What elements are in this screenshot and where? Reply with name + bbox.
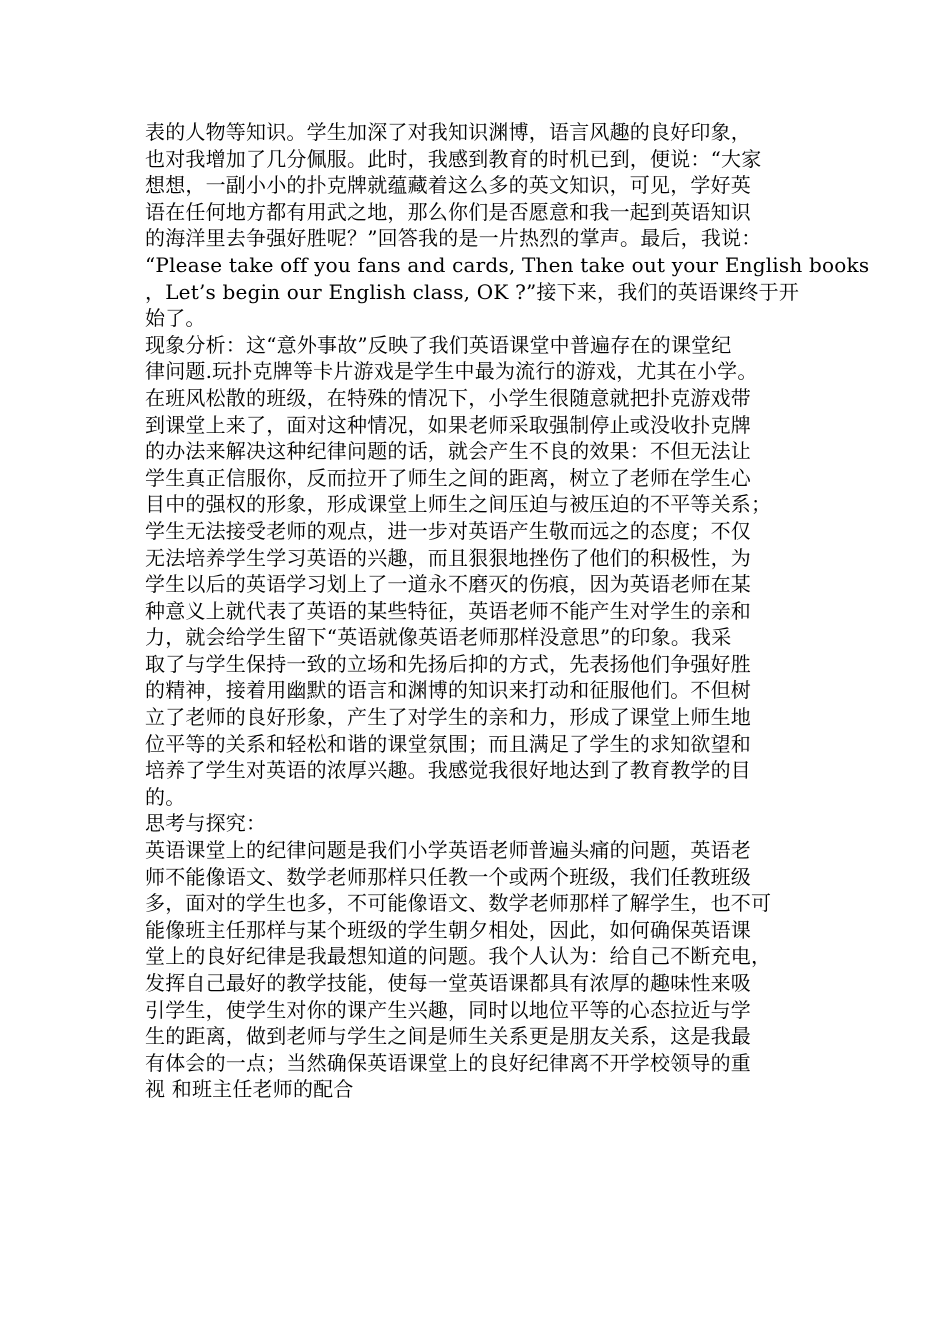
text-line: 的海洋里去争强好胜呢？”回答我的是一片热烈的掌声。最后，我说： — [145, 226, 762, 251]
text-line: 学生无法接受老师的观点，进一步对英语产生敬而远之的态度；不仅 — [145, 518, 751, 543]
text-line: 堂上的良好纪律是我最想知道的问题。我个人认为：给自己不断充电， — [145, 944, 772, 969]
text-line: 在班风松散的班级，在特殊的情况下，小学生很随意就把扑克游戏带 — [145, 385, 751, 410]
text-line: 学生以后的英语学习划上了一道永不磨灭的伤痕，因为英语老师在某 — [145, 572, 751, 597]
section-heading-reflection: 思考与探究： — [145, 811, 267, 836]
text-line: 位平等的关系和轻松和谐的课堂氛围；而且满足了学生的求知欲望和 — [145, 731, 751, 756]
text-line: 取了与学生保持一致的立场和先扬后抑的方式，先表扬他们争强好胜 — [145, 651, 751, 676]
body-text — [145, 119, 870, 1103]
text-line: 的。 — [145, 784, 186, 809]
text-line: 培养了学生对英语的浓厚兴趣。我感觉我很好地达到了教育教学的目 — [145, 758, 751, 783]
text-line: 学生真正信服你，反而拉开了师生之间的距离，树立了老师在学生心 — [145, 465, 751, 490]
text-line: 多，面对的学生也多，不可能像语文、数学老师那样了解学生，也不可 — [145, 891, 772, 916]
text-line: 律问题.玩扑克牌等卡片游戏是学生中最为流行的游戏，尤其在小学。 — [145, 359, 758, 384]
text-line: 目中的强权的形象，形成课堂上师生之间压迫与被压迫的不平等关系； — [145, 492, 772, 517]
text-line: 无法培养学生学习英语的兴趣，而且狠狠地挫伤了他们的积极性，为 — [145, 545, 751, 570]
text-line: 能像班主任那样与某个班级的学生朝夕相处，因此，如何确保英语课 — [145, 917, 751, 942]
text-line: 有体会的一点；当然确保英语课堂上的良好纪律离不开学校领导的重 — [145, 1050, 751, 1075]
text-line: 师不能像语文、数学老师那样只任教一个或两个班级，我们任教班级 — [145, 864, 751, 889]
text-line: 引学生，使学生对你的课产生兴趣，同时以地位平等的心态拉近与学 — [145, 997, 751, 1022]
text-line: 视 和班主任老师的配合 — [145, 1077, 354, 1102]
text-line: 语在任何地方都有用武之地，那么你们是否愿意和我一起到英语知识 — [145, 199, 751, 224]
text-line: 立了老师的良好形象，产生了对学生的亲和力，形成了课堂上师生地 — [145, 705, 751, 730]
text-line: 表的人物等知识。学生加深了对我知识渊博，语言风趣的良好印象， — [145, 120, 751, 144]
section-heading-analysis: 现象分析：这“意外事故”反映了我们英语课堂中普遍存在的课堂纪 — [145, 332, 732, 357]
text-line: ，Let’s begin our English class, OK ?”接下来，我们的英语课终于开 — [145, 279, 800, 304]
text-line: 始了。 — [145, 306, 206, 331]
text-line: 生的距离，做到老师与学生之间是师生关系更是朋友关系，这是我最 — [145, 1024, 751, 1049]
text-line: 种意义上就代表了英语的某些特征，英语老师不能产生对学生的亲和 — [145, 598, 751, 623]
text-line: 也对我增加了几分佩服。此时，我感到教育的时机已到，便说：“大家 — [145, 146, 762, 171]
text-line: 发挥自己最好的教学技能，使每一堂英语课都具有浓厚的趣味性来吸 — [145, 971, 751, 995]
text-line: 想想，一副小小的扑克牌就蕴藏着这么多的英文知识，可见，学好英 — [145, 173, 751, 198]
text-line: 的精神，接着用幽默的语言和渊博的知识来打动和征服他们。不但树 — [145, 678, 751, 703]
text-line: 的办法来解决这种纪律问题的话，就会产生不良的效果：不但无法让 — [145, 439, 751, 464]
text-line: 力，就会给学生留下“英语就像英语老师那样没意思”的印象。我采 — [145, 625, 732, 650]
text-line: 到课堂上来了，面对这种情况，如果老师采取强制停止或没收扑克牌 — [145, 412, 751, 437]
text-line: “Please take off you fans and cards, Then take out your English books — [145, 252, 870, 277]
text-line: 英语课堂上的纪律问题是我们小学英语老师普遍头痛的问题，英语老 — [145, 838, 751, 863]
